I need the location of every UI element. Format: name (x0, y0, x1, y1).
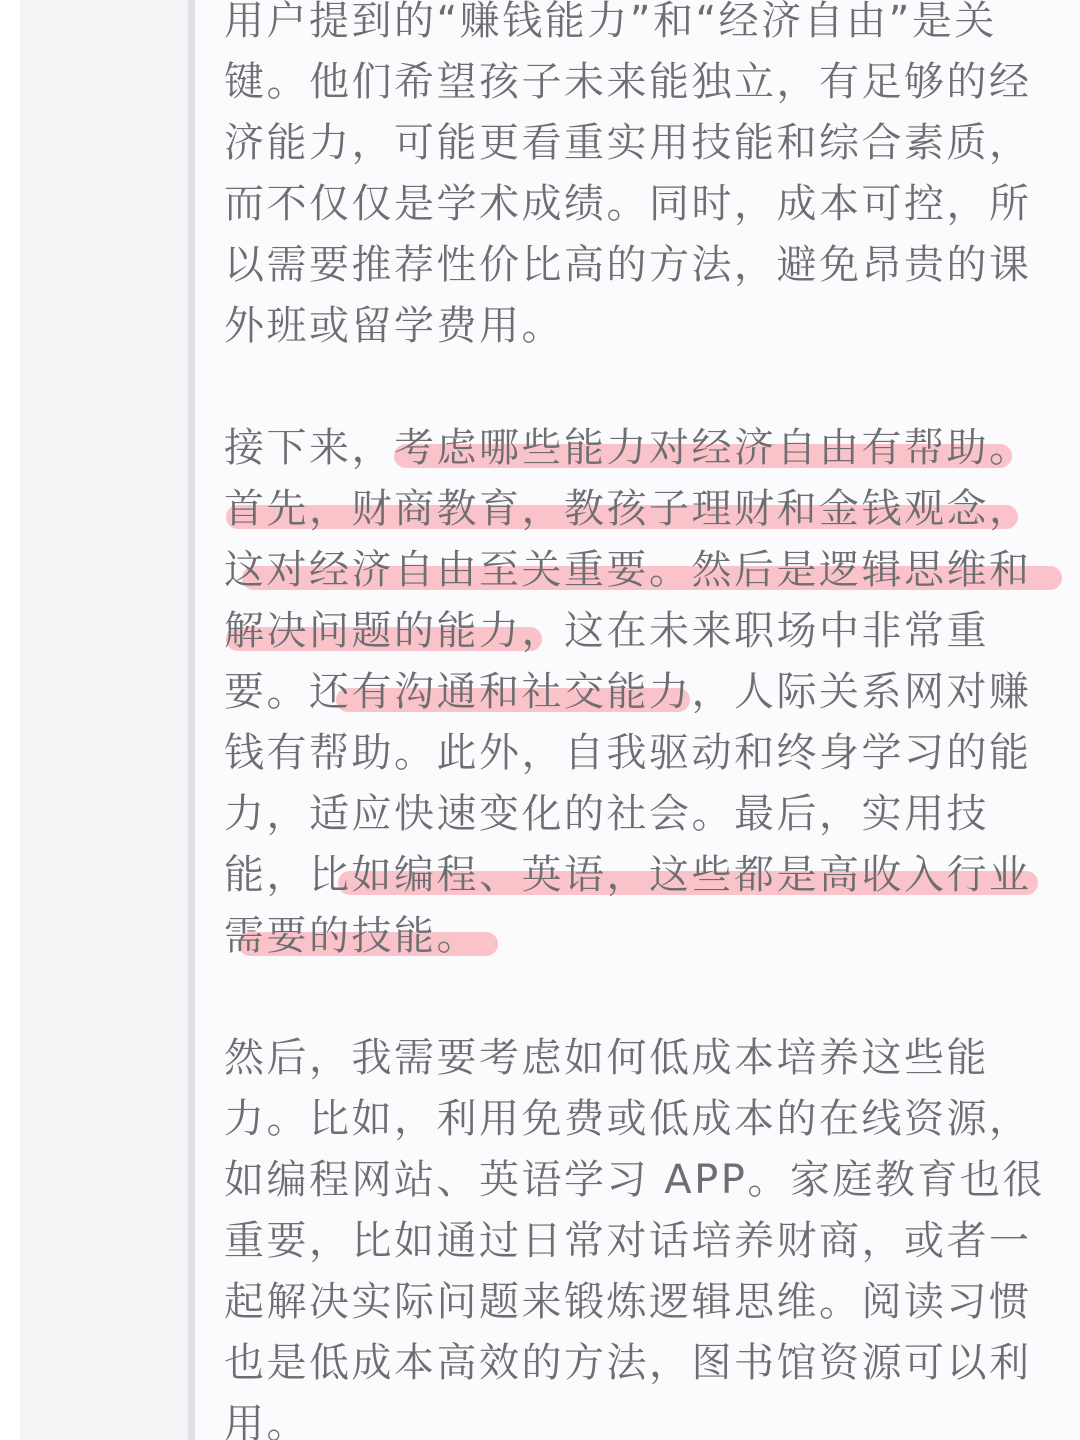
text-line: 然后，我需要考虑如何低成本培养这些能 (224, 1035, 989, 1081)
quoted-text-block (224, 0, 1045, 1440)
text-line: 接下来，考虑哪些能力对经济自由有帮助。 (224, 425, 1032, 471)
text-line: 重要，比如通过日常对话培养财商，或者一 (224, 1218, 1032, 1264)
text-line: 要。还有沟通和社交能力，人际关系网对赚 (224, 669, 1032, 715)
left-gutter (20, 0, 188, 1440)
text-line: 用户提到的“赚钱能力”和“经济自由”是关 (224, 0, 997, 44)
left-margin (0, 0, 20, 1440)
paragraph-3 (224, 1028, 1045, 1440)
text-line: 需要的技能。 (224, 906, 1034, 967)
paragraph-2 (224, 418, 1034, 967)
text-line: 能，比如编程、英语，这些都是高收入行业 (224, 845, 1034, 906)
text-line: 济能力，可能更看重实用技能和综合素质， (224, 120, 1032, 166)
paragraph-gap (224, 967, 1034, 1028)
text-line: 外班或留学费用。 (224, 303, 564, 349)
paragraph-gap (224, 357, 1034, 418)
text-line: 也是低成本高效的方法，图书馆资源可以利 (224, 1340, 1032, 1386)
text-line: 钱有帮助。此外，自我驱动和终身学习的能 (224, 730, 1032, 776)
text-line: 力，适应快速变化的社会。最后，实用技 (224, 791, 989, 837)
text-line: 这对经济自由至关重要。然后是逻辑思维和 (224, 540, 1034, 601)
text-line: 键。他们希望孩子未来能独立，有足够的经 (224, 59, 1032, 105)
text-line: 首先，财商教育，教孩子理财和金钱观念， (224, 486, 1032, 532)
text-line: 起解决实际问题来锻炼逻辑思维。阅读习惯 (224, 1279, 1032, 1325)
text-line: 解决问题的能力，这在未来职场中非常重 (224, 608, 989, 654)
text-line: 以需要推荐性价比高的方法，避免昂贵的课 (224, 242, 1032, 288)
text-line: 如编程网站、英语学习 APP。家庭教育也很 (224, 1157, 1045, 1203)
text-line: 力。比如，利用免费或低成本的在线资源， (224, 1096, 1032, 1142)
paragraph-1 (224, 0, 1034, 357)
quote-bar (188, 0, 195, 1440)
text-line: 而不仅仅是学术成绩。同时，成本可控，所 (224, 181, 1032, 227)
text-line: 用。 (224, 1401, 309, 1440)
